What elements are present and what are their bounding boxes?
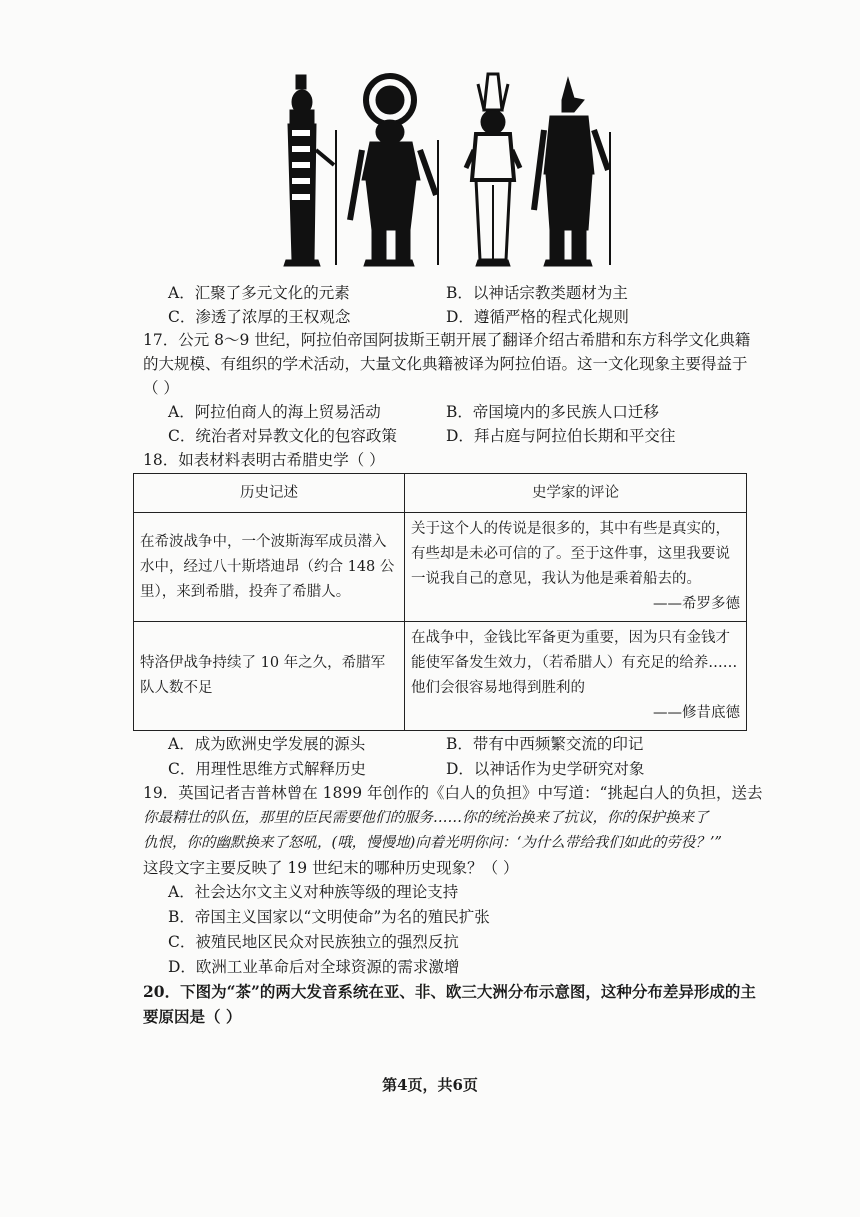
- osiris-figure: [466, 74, 520, 266]
- q19-stem-line4: 这段文字主要反映了 19 世纪末的哪种历史现象？（ ）: [143, 859, 519, 877]
- egyptian-gods-figure: [262, 70, 622, 272]
- q19-stem-line2: 你最精壮的队伍，那里的臣民需要他们的服务……你的统治换来了抗议，你的保护换来了: [143, 810, 709, 826]
- q19-option-a: A．社会达尔文主义对种族等级的理论支持: [168, 883, 459, 901]
- q19-stem-line1: 19．英国记者吉普林曾在 1899 年创作的《白人的负担》中写道：“挑起白人的负担，送去: [143, 784, 763, 802]
- row1-attribution: ——希罗多德: [653, 596, 740, 612]
- row2-record: 特洛伊战争持续了 10 年之久，希腊军队人数不足: [134, 622, 405, 731]
- goddess-figure: [284, 75, 336, 266]
- q20-stem-line1: 20．下图为“茶”的两大发音系统在亚、非、欧三大洲分布示意图，这种分布差异形成的主: [143, 982, 756, 1001]
- q17-option-a: A．阿拉伯商人的海上贸易活动: [168, 403, 381, 421]
- q18-option-d: D．以神话作为史学研究对象: [446, 760, 645, 778]
- ra-figure: [350, 76, 438, 266]
- row2-attribution: ——修昔底德: [653, 705, 740, 721]
- q19-option-d: D．欧洲工业革命后对全球资源的需求激增: [168, 958, 460, 976]
- q18-option-b: B．带有中西频繁交流的印记: [446, 735, 644, 753]
- q19-option-c: C．被殖民地区民众对民族独立的强烈反抗: [168, 933, 459, 951]
- col-header-record: 历史记述: [134, 474, 405, 513]
- q16-option-a: A．汇聚了多元文化的元素: [168, 284, 350, 302]
- q17-option-b: B．帝国境内的多民族人口迁移: [446, 403, 659, 421]
- row2-comment: [405, 622, 747, 731]
- q18-option-a: A．成为欧洲史学发展的源头: [168, 735, 366, 753]
- row1-comment-text: 关于这个人的传说是很多的，其中有些是真实的，有些却是未必可信的了。至于这件事，这里我要说一说我自己的意见，我认为他是乘着船去的。: [411, 521, 730, 587]
- q19-option-b: B．帝国主义国家以“文明使命”为名的殖民扩张: [168, 908, 490, 926]
- anubis-figure: [534, 78, 610, 266]
- q17-option-d: D．拜占庭与阿拉伯长期和平交往: [446, 427, 676, 445]
- history-table: [133, 473, 747, 731]
- col-header-comment: 史学家的评论: [405, 474, 747, 513]
- row1-record: 在希波战争中，一个波斯海军成员潜入水中，经过八十斯塔迪昂（约合 148 公里），来到希腊，投奔了希腊人。: [134, 513, 405, 622]
- q18-stem: 18．如表材料表明古希腊史学（ ）: [143, 451, 385, 469]
- q17-stem-line3: （ ）: [143, 379, 179, 397]
- q16-option-b: B．以神话宗教类题材为主: [446, 284, 628, 302]
- q17-stem-line2: 的大规模、有组织的学术活动，大量文化典籍被译为阿拉伯语。这一文化现象主要得益于: [143, 355, 748, 373]
- q18-option-c: C．用理性思维方式解释历史: [168, 760, 366, 778]
- q16-option-d: D．遵循严格的程式化规则: [446, 308, 629, 326]
- q17-option-c: C．统治者对异教文化的包容政策: [168, 427, 397, 445]
- q19-stem-line3: 仇恨，你的幽默换来了怒吼，(哦，慢慢地)向着光明你问：‘为什么带给我们如此的劳役？’”: [143, 835, 722, 851]
- q16-option-c: C．渗透了浓厚的王权观念: [168, 308, 351, 326]
- q20-stem-line2: 要原因是（ ）: [143, 1007, 242, 1026]
- q17-stem-line1: 17．公元 8～9 世纪，阿拉伯帝国阿拔斯王朝开展了翻译介绍古希腊和东方科学文化典籍: [143, 331, 751, 349]
- row1-comment: [405, 513, 747, 622]
- page-number: 第4页，共6页: [382, 1076, 478, 1094]
- row2-comment-text: 在战争中，金钱比军备更为重要，因为只有金钱才能使军备发生效力，（若希腊人）有充足的给养……他们会很容易地得到胜利的: [411, 630, 738, 696]
